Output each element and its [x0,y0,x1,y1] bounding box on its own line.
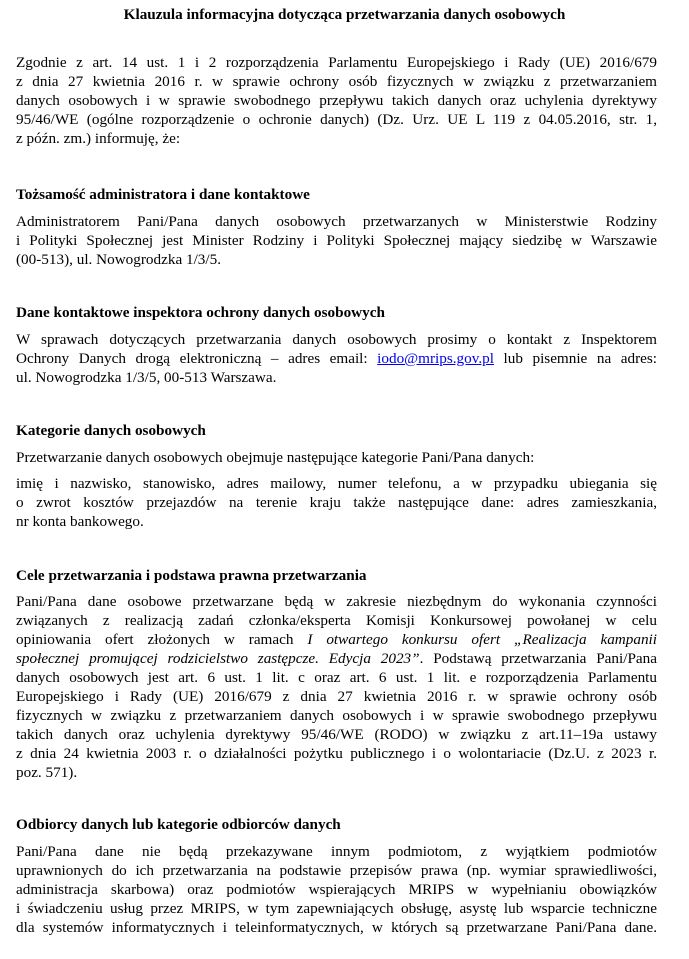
section-text-line: takich danych oraz uchylenia dyrektywy 95/46/WE (RODO) w związku z art.11–19a ustawy [16,726,657,743]
section-text-line: dla systemów informatycznych i teleinformatycznych, w których są przetwarzane Pani/Pana dane. [16,919,657,936]
section-text-line: i Polityki Społecznej jest Minister Rodziny i Polityki Społecznej mający siedzibę w Warszawie [16,232,657,249]
section-text-line: uprawnionych do ich przetwarzania na podstawie przepisów prawa (np. wymiar sprawiedliwości, [16,862,657,879]
text-fragment: Ochrony Danych drogą elektroniczną – adres email: [16,350,378,367]
section-heading-recipients: Odbiorcy danych lub kategorie odbiorców danych [16,816,341,833]
intro-line: z późn. zm.) informuję, że: [16,130,181,147]
section-text-line: z dnia 24 kwietnia 2003 r. o działalności pożytku publicznego i o wolontariacie (Dz.U. z 2023 r. [16,745,657,762]
text-fragment: opiniowania ofert złożonych w ramach [16,631,308,648]
section-text-line: nr konta bankowego. [16,513,144,530]
section-text-line [16,649,657,668]
section-text-line: Europejskiego i Rady (UE) 2016/679 z dnia 27 kwietnia 2016 r. w sprawie ochrony osób [16,688,657,705]
text-fragment: lub pisemnie na adres: [493,350,657,367]
section-text-line: fizycznych w związku z przetwarzaniem danych osobowych i w sprawie swobodnego przepływu [16,707,657,724]
section-text-line: związanych z realizacją zadań członka/eksperta Komisji Konkursowej powołanej w celu [16,612,657,629]
intro-line: z dnia 27 kwietnia 2016 r. w sprawie ochrony osób fizycznych w związku z przetwarzaniem [16,73,657,90]
text-fragment: . Podstawą przetwarzania Pani/Pana [419,650,657,667]
intro-line: 95/46/WE (ogólne rozporządzenie o ochronie danych) (Dz. Urz. UE L 119 z 04.05.2016, str. 1, [16,111,657,128]
italic-text-fragment: I otwartego konkursu ofert „Realizacja kampanii [307,631,657,648]
section-text-line: administracja skarbowa) oraz podmiotów wspierających MRIPS w wypełnianiu obowiązków [16,881,657,898]
section-text-line: Przetwarzanie danych osobowych obejmuje następujące kategorie Pani/Pana danych: [16,449,535,466]
intro-line: Zgodnie z art. 14 ust. 1 i 2 rozporządzenia Parlamentu Europejskiego i Rady (UE) 2016/679 [16,54,657,71]
section-heading-categories: Kategorie danych osobowych [16,422,206,439]
section-text-line [16,349,657,368]
intro-line: danych osobowych i w sprawie swobodnego przepływu takich danych oraz uchylenia dyrektywy [16,92,657,109]
section-heading-inspector: Dane kontaktowe inspektora ochrony danych osobowych [16,304,385,321]
document-title: Klauzula informacyjna dotycząca przetwarzania danych osobowych [123,6,566,23]
section-text-line: Administratorem Pani/Pana danych osobowych przetwarzanych w Ministerstwie Rodziny [16,213,657,230]
section-text-line: imię i nazwisko, stanowisko, adres mailowy, numer telefonu, a w przypadku ubiegania się [16,475,657,492]
section-text-line: i świadczeniu usług przez MRIPS, w tym zapewniających obsługę, asystę lub wsparcie techniczne [16,900,657,917]
section-text-line: Pani/Pana dane osobowe przetwarzane będą w zakresie niezbędnym do wykonania czynności [16,593,657,610]
section-heading-administrator: Tożsamość administratora i dane kontaktowe [16,186,310,203]
section-text-line [16,630,657,649]
section-text-line: (00-513), ul. Nowogrodzka 1/3/5. [16,251,221,268]
section-text-line: poz. 571). [16,764,78,781]
section-heading-purposes: Cele przetwarzania i podstawa prawna przetwarzania [16,567,367,584]
section-text-line: danych osobowych jest art. 6 ust. 1 lit. c oraz art. 6 ust. 1 lit. e rozporządzenia Parlamentu [16,669,657,686]
section-text-line: W sprawach dotyczących przetwarzania danych osobowych prosimy o kontakt z Inspektorem [16,331,657,348]
section-text-line: ul. Nowogrodzka 1/3/5, 00-513 Warszawa. [16,369,277,386]
email-link[interactable]: iodo@mrips.gov.pl [377,350,494,367]
section-text-line: o zwrot kosztów przejazdów na terenie kraju także następujące dane: adres zamieszkania, [16,494,657,511]
section-text-line: Pani/Pana dane nie będą przekazywane innym podmiotom, z wyjątkiem podmiotów [16,843,657,860]
italic-text-fragment: społecznej promującej rodzicielstwo zastępcze. Edycja 2023” [16,650,420,667]
